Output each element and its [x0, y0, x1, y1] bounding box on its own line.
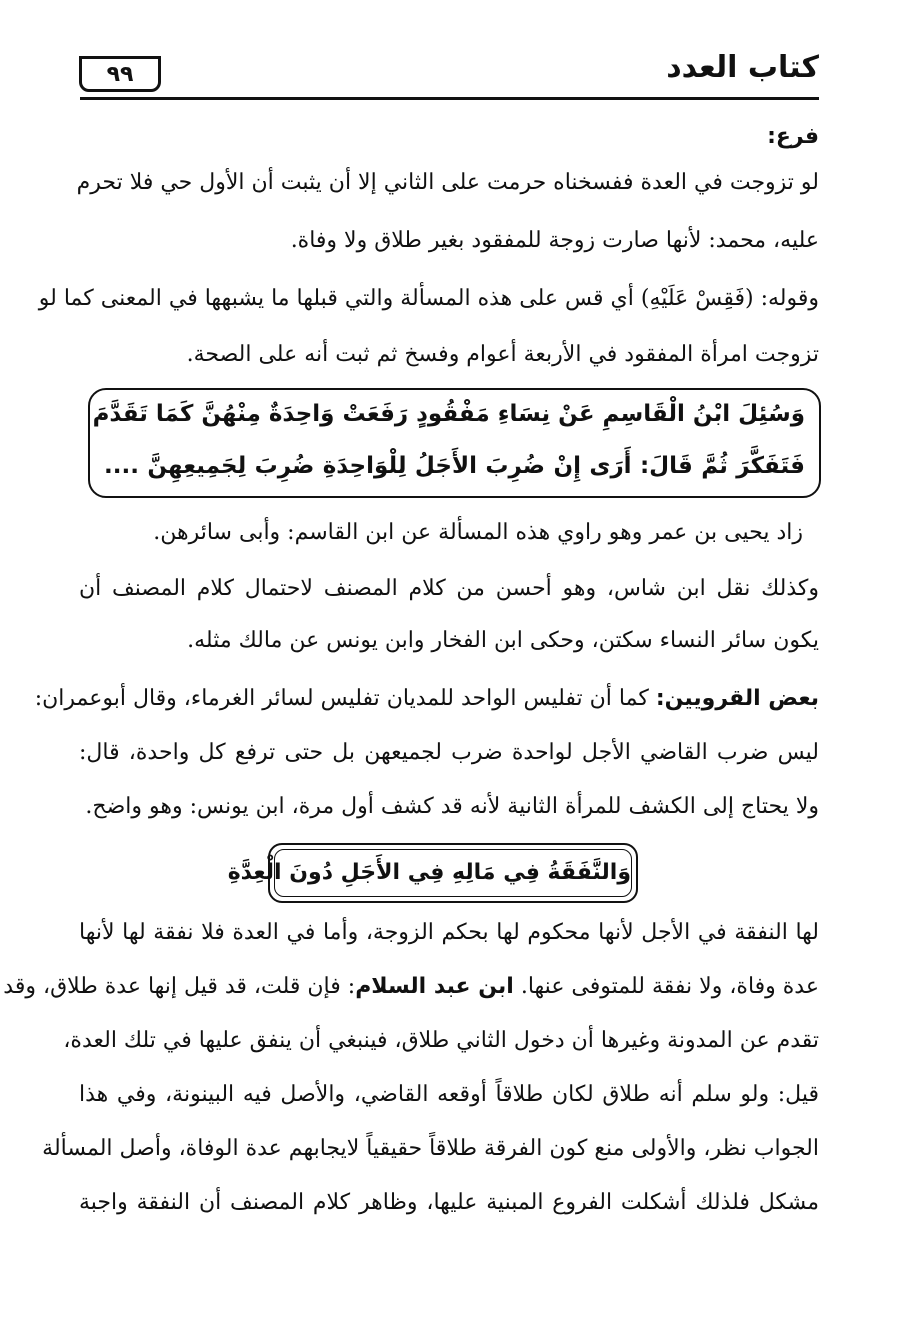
scholar-label: ابن عبد السلام	[355, 974, 514, 999]
paragraph-line: عليه، محمد: لأنها صارت زوجة للمفقود بغير طلاق ولا وفاة.	[290, 228, 819, 253]
paragraph-line: يكون سائر النساء سكتن، وحكى ابن الفخار وابن يونس عن مالك مثله.	[187, 628, 819, 653]
paragraph-line: مشكل فلذلك أشكلت الفروع المبنية عليها، وظاهر كلام المصنف أن النفقة واجبة	[79, 1190, 819, 1215]
matn-line: فَتَفَكَّرَ ثُمَّ قَالَ: أَرَى إِنْ ضُرِبَ الأَجَلُ لِلْوَاحِدَةِ ضُرِبَ لِجَمِيعِهِنَّ ....	[104, 453, 805, 479]
matn-line: وَسُئِلَ ابْنُ الْقَاسِمِ عَنْ نِسَاءِ مَفْقُودٍ رَفَعَتْ وَاحِدَةٌ مِنْهُنَّ كَمَا تَقَدَّمَ	[92, 401, 805, 427]
page-number: ٩٩	[106, 62, 134, 87]
paragraph-line: زاد يحيى بن عمر وهو راوي هذه المسألة عن ابن القاسم: وأبى سائرهن.	[153, 520, 803, 545]
matn-text-box	[88, 388, 821, 498]
paragraph-line	[3, 972, 819, 1002]
paragraph-line	[34, 684, 819, 714]
section-heading-far: فرع:	[767, 124, 819, 149]
matn-heading-box	[227, 843, 638, 903]
paragraph-line: ولا يحتاج إلى الكشف للمرأة الثانية لأنه قد كشف أول مرة، ابن يونس: وهو واضح.	[85, 794, 819, 819]
paragraph-line: قيل: ولو سلم أنه طلاق لكان طلاقاً أوقعه القاضي، والأصل فيه البينونة، وفي هذا	[79, 1082, 819, 1107]
paragraph-line: وقوله: (فَقِسْ عَلَيْهِ) أي قس على هذه المسألة والتي قبلها ما يشبهها في المعنى كما لو	[38, 286, 819, 311]
paragraph-text: عدة وفاة، ولا نفقة للمتوفى عنها.	[513, 974, 819, 999]
paragraph-line: تقدم عن المدونة وغيرها أن دخول الثاني طلاق، فينبغي أن ينفق عليها في تلك العدة،	[63, 1028, 819, 1053]
page-number-box	[79, 56, 161, 92]
paragraph-line: ليس ضرب القاضي الأجل لواحدة ضرب لجميعهن بل حتى ترفع كل واحدة، قال:	[79, 740, 819, 765]
paragraph-line: تزوجت امرأة المفقود في الأربعة أعوام وفسخ ثم ثبت أنه على الصحة.	[186, 342, 819, 367]
header-rule	[80, 97, 819, 100]
paragraph-line: لها النفقة في الأجل لأنها محكوم لها بحكم الزوجة، وأما في العدة فلا نفقة لها لأنها	[79, 920, 819, 945]
paragraph-text: كما أن تفليس الواحد للمديان تفليس لسائر الغرماء، وقال أبوعمران:	[34, 686, 656, 711]
paragraph-line: الجواب نظر، والأولى منع كون الفرقة طلاقاً حقيقياً لايجابهم عدة الوفاة، وأصل المسألة	[42, 1136, 819, 1161]
paragraph-line: وكذلك نقل ابن شاس، وهو أحسن من كلام المصنف لاحتمال كلام المصنف أن	[79, 576, 819, 601]
running-header-title: كتاب العدد	[666, 50, 819, 85]
scholar-label: بعض القرويين:	[655, 686, 819, 711]
paragraph-line: لو تزوجت في العدة ففسخناه حرمت على الثاني إلا أن يثبت أن الأول حي فلا تحرم	[76, 170, 819, 195]
matn-heading: وَالنَّفَقَةُ فِي مَالِهِ فِي الأَجَلِ دُونَ الْعِدَّةِ	[274, 849, 632, 897]
paragraph-text: : فإن قلت، قد قيل إنها عدة طلاق، وقد	[3, 974, 356, 999]
